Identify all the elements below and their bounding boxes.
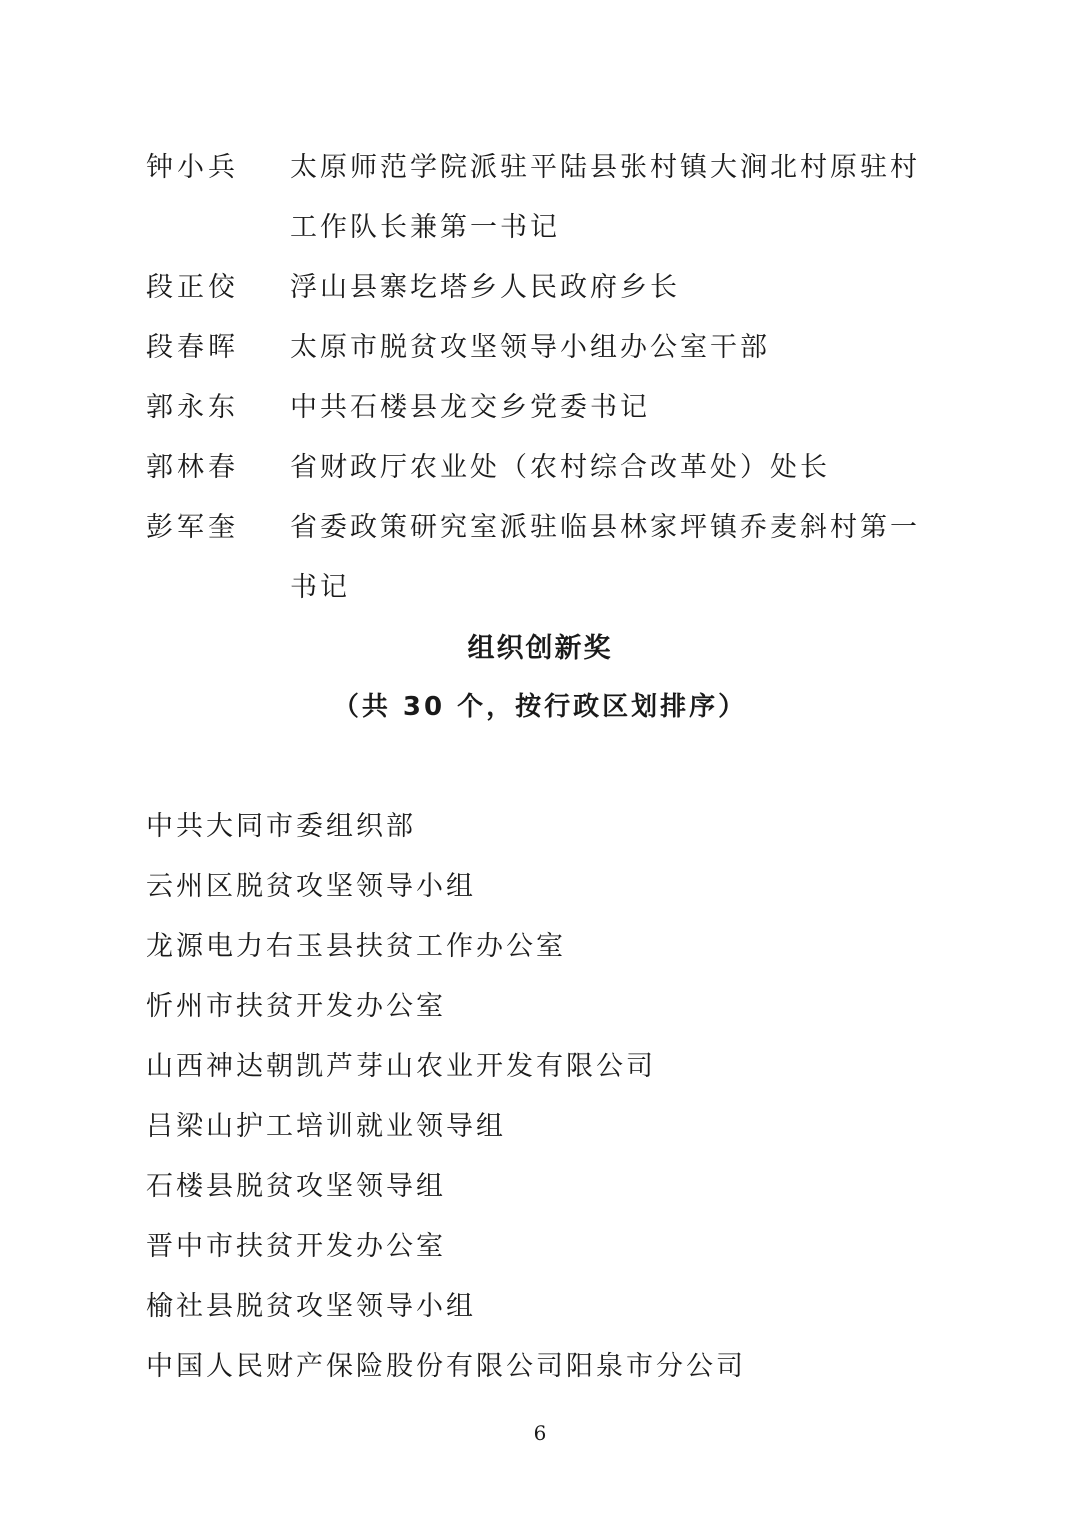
awardee-row — [146, 438, 946, 498]
awardee-row — [146, 378, 946, 438]
organization-item: 云州区脱贫攻坚领导小组 — [146, 871, 476, 902]
awardee-row — [146, 318, 946, 378]
organization-item: 龙源电力右玉县扶贫工作办公室 — [146, 931, 566, 962]
awardee-position: 太原市脱贫攻坚领导小组办公室干部 — [290, 332, 770, 363]
organization-item: 吕梁山护工培训就业领导组 — [146, 1111, 506, 1142]
organization-item: 中国人民财产保险股份有限公司阳泉市分公司 — [146, 1351, 746, 1382]
awardee-position: 中共石楼县龙交乡党委书记 — [290, 392, 650, 423]
page-number: 6 — [533, 1421, 547, 1445]
awardee-name: 钟小兵 — [146, 152, 239, 183]
awardee-name: 段正佼 — [146, 272, 239, 303]
awardee-row — [146, 498, 946, 618]
section-subtitle: （共 30 个，按行政区划排序） — [332, 692, 748, 722]
awardee-position: 太原师范学院派驻平陆县张村镇大涧北村原驻村工作队长兼第一书记 — [290, 152, 920, 243]
organization-item: 山西神达朝凯芦芽山农业开发有限公司 — [146, 1051, 656, 1082]
awardee-position: 浮山县寨圪塔乡人民政府乡长 — [290, 272, 680, 303]
awardee-position: 省委政策研究室派驻临县林家坪镇乔麦斜村第一书记 — [290, 512, 920, 603]
awardee-name: 郭永东 — [146, 392, 239, 423]
section-title: 组织创新奖 — [467, 633, 613, 664]
awardee-row — [146, 138, 946, 258]
awardee-name: 郭林春 — [146, 452, 239, 483]
awardee-list — [146, 138, 946, 618]
organization-item: 石楼县脱贫攻坚领导组 — [146, 1171, 446, 1202]
awardee-name: 段春晖 — [146, 332, 239, 363]
organization-item: 榆社县脱贫攻坚领导小组 — [146, 1291, 476, 1322]
organization-list — [146, 797, 1026, 1397]
organization-item: 忻州市扶贫开发办公室 — [146, 991, 446, 1022]
awardee-position: 省财政厅农业处（农村综合改革处）处长 — [290, 452, 830, 483]
organization-item: 中共大同市委组织部 — [146, 811, 416, 842]
awardee-row — [146, 258, 946, 318]
organization-item: 晋中市扶贫开发办公室 — [146, 1231, 446, 1262]
awardee-name: 彭军奎 — [146, 512, 239, 543]
